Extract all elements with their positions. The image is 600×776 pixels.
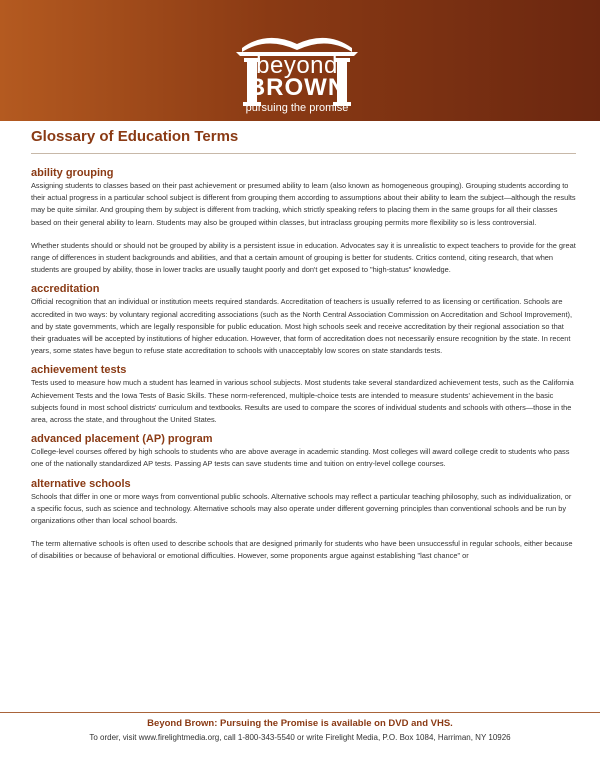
definition-paragraph: Official recognition that an individual or institution meets required standards. Accreditation of teachers is usually referred to as licensing or certification. Schools are accredited in two ways: by voluntary regional accrediting associations (such as the North Central Association Commission on Accreditation and School Improvement), and by state governments, which are legally responsible for public education. Most high schools seek and receive accreditation by their regional association so that their graduates will be accepted by institutions of higher education. However, that form of accreditation does not necessarily ensure recognition by the state. In recent years, some states have begun to refuse state accreditation to schools with unacceptably low scores on state standards tests. xyxy=(31,297,573,356)
page-title: Glossary of Education Terms xyxy=(31,128,239,145)
definition-paragraph: Tests used to measure how much a student has learned in various school subjects. Most students take several standardized achievement tests, such as the California Achievement Tests and the Iowa Tests of Basic Skills. These norm-referenced, multiple-choice tests are intended to measure students' achievement in the basic subjects found in most school districts' curriculum and textbooks. Results are used to compare the scores of individual students and schools with others—those in the area, across the state, and throughout the United States. xyxy=(31,378,574,425)
header-banner xyxy=(0,0,600,121)
logo-word-brown: BROWN xyxy=(247,74,347,101)
term-advanced-placement: advanced placement (AP) program xyxy=(31,433,213,446)
definition-paragraph: Assigning students to classes based on their past achievement or presumed ability to learn (also known as homogeneous grouping). Grouping students according to their actual progress in a particular school subject is different from grouping them according to assumptions about their ability to learn the subject—although the results may be quite similar. And grouping them by subject is different from tracking, which strictly speaking refers to placing them in the same groups for all their classes based on their general ability to learn. Students may also be grouped within classes, but intraclass grouping permits more flexibility so is less controversial. xyxy=(31,181,576,227)
glossary-content xyxy=(31,166,576,563)
definition-paragraph: Schools that differ in one or more ways from conventional public schools. Alternative schools may reflect a particular teaching philosophy, such as individualization, or a specific focus, such as science and technology. Alternative schools may also operate under different governing principles than conventional schools and be run by organizations other than local school boards. xyxy=(31,491,572,526)
term-alternative-schools: alternative schools xyxy=(31,477,131,490)
definition-paragraph: The term alternative schools is often used to describe schools that are designed primarily for students who have been unsuccessful in regular schools, either because of disabilities or because of behavioral or emotional difficulties. However, some proponents argue against establishing "last chance" or xyxy=(31,539,573,561)
definition-paragraph: College-level courses offered by high schools to students who are above average in academic standing. Most colleges will award college credit to students who pass one of the nationally standardized AP tests. Passing AP tests can save students time and tuition on entry-level college courses. xyxy=(31,447,570,469)
logo-word-beyond: beyond xyxy=(256,52,338,79)
footer xyxy=(0,717,600,745)
title-divider xyxy=(31,153,576,154)
term-accreditation: accreditation xyxy=(31,283,100,296)
footer-divider xyxy=(0,712,600,713)
footer-order-info: To order, visit www.firelightmedia.org, call 1-800-343-5540 or write Firelight Media, P.O. Box 1084, Harriman, NY 10926 xyxy=(89,733,511,742)
term-ability-grouping: ability grouping xyxy=(31,167,114,179)
logo-tagline: pursuing the promise xyxy=(245,102,349,114)
footer-availability: Beyond Brown: Pursuing the Promise is available on DVD and VHS. xyxy=(147,718,453,729)
beyond-brown-logo xyxy=(222,18,372,118)
definition-paragraph: Whether students should or should not be grouped by ability is a persistent issue in education. Advocates say it is unrealistic to expect teachers to provide for the great range of differences in student backgrounds and abilities, and that a certain amount of grouping is better for students. Critics contend, citing research, that when students are grouped by ability, those in lower tracks are usually taught poorly and don't get exposed to "high-status" knowledge. xyxy=(31,240,576,275)
term-achievement-tests: achievement tests xyxy=(31,364,127,377)
